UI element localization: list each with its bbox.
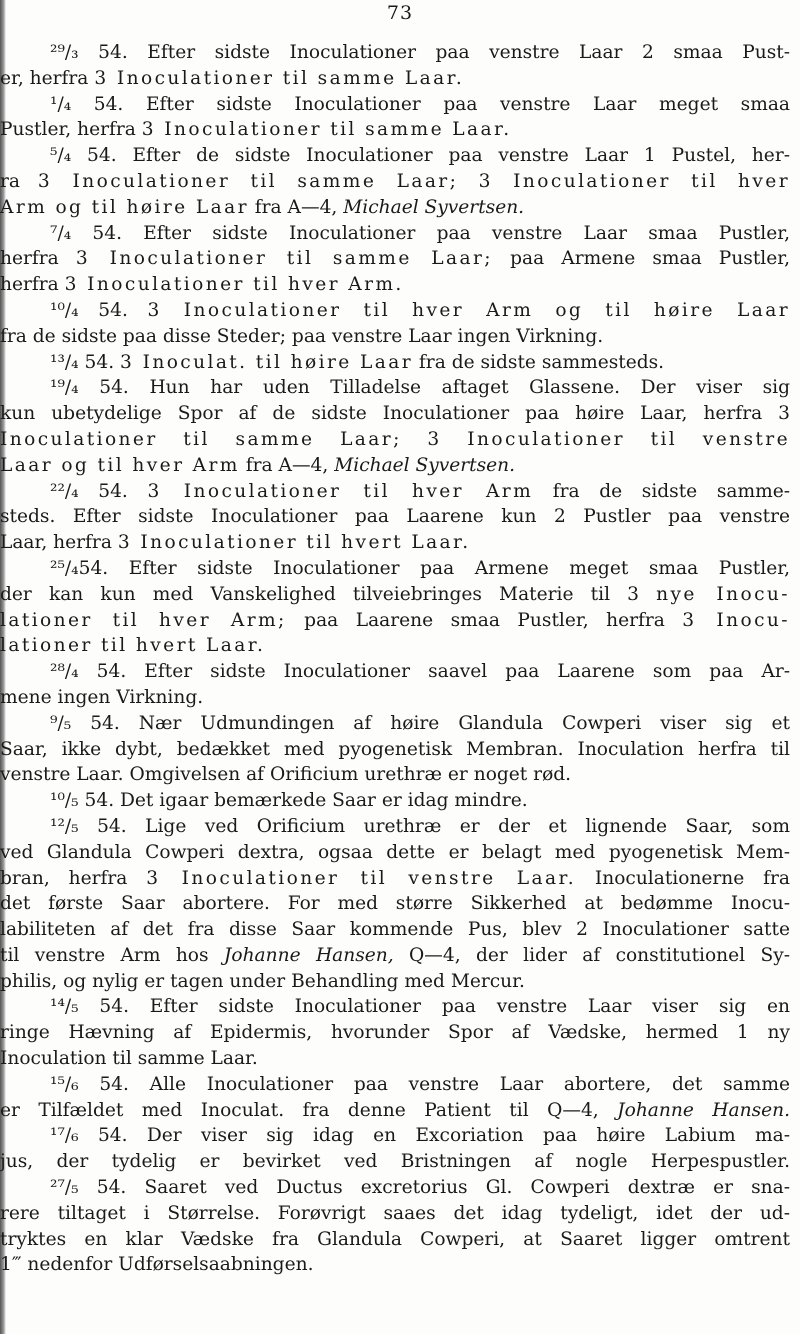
text-line (0, 994, 790, 1020)
spaced-text: 3 Inocu- (682, 609, 790, 631)
text-line (0, 1227, 790, 1253)
text-line (0, 479, 790, 505)
text-line (0, 762, 790, 788)
text-line (0, 401, 790, 427)
text-segment: Inoculationerne fra (576, 867, 790, 889)
text-line (0, 1252, 790, 1278)
spaced-text: 3 Inoculationer til venstre Laar. (146, 867, 577, 889)
text-segment: bran, herfra (0, 867, 147, 889)
text-segment: labiliteten af det fra disse Saar kommende Pus, blev 2 Inoculationer satte (0, 919, 790, 941)
text-line (0, 659, 790, 685)
text-segment: ¹⁵/₆ 54. Alle Inoculationer paa venstre Laar abortere, det samme (50, 1073, 790, 1095)
text-line (0, 324, 790, 350)
text-line (0, 1020, 790, 1046)
text-segment: Q—4, der lider af constitutionel Sy- (393, 944, 790, 966)
text-line (0, 969, 790, 995)
spaced-text: 3 Inoculationer til samme Laar; 3 Inoculationer til hver (37, 170, 790, 192)
text-segment: tryktes en klar Vædske fra Glandula Cowperi, at Saaret ligger omtrent (0, 1228, 790, 1250)
text-line (0, 814, 790, 840)
text-line (0, 582, 790, 608)
text-segment: ²⁷/₅ 54. Saaret ved Ductus excretorius Gl. Cowperi dextræ er sna- (50, 1177, 790, 1199)
spaced-text: Laar og til hver Arm (0, 454, 240, 476)
spaced-text: lationer til hvert Laar. (0, 635, 266, 657)
text-line (0, 169, 790, 195)
text-segment: fra de sidste paa disse Steder; paa venstre Laar ingen Virkning. (0, 325, 604, 347)
text-line (0, 504, 790, 530)
text-line (0, 943, 790, 969)
text-segment: fra A—4, (248, 196, 344, 218)
spaced-text: lationer til hver Arm; (0, 609, 287, 631)
text-line (0, 530, 790, 556)
text-segment: ¹⁷/₆ 54. Der viser sig idag en Excoriation paa høire Labium ma- (50, 1125, 790, 1147)
text-segment: herfra (0, 248, 76, 270)
text-segment: steds. Efter sidste Inoculationer paa Laarene kun 2 Pustler paa venstre (0, 506, 790, 528)
spaced-text: 3 Inoculationer til hver Arm og til høire Laar (147, 299, 790, 321)
text-line (0, 1046, 790, 1072)
text-segment: jus, der tydelig er bevirket ved Bristningen af nogle Herpespustler. (0, 1151, 790, 1173)
text-line (0, 917, 790, 943)
text-line (0, 375, 790, 401)
italic-name: Johanne Hansen. (617, 1099, 790, 1121)
text-segment: ¹⁹/₄ 54. Hun har uden Tilladelse aftaget Glassene. Der viser sig (50, 377, 790, 399)
text-line (0, 556, 790, 582)
text-segment: ²²/₄ 54. (50, 480, 148, 502)
text-segment: ¹³/₄ 54. (50, 351, 121, 373)
spaced-text: 3 Inoculationer til hver Arm (147, 480, 534, 502)
spaced-text: 3 Inoculationer til samme Laar; (75, 248, 493, 270)
text-segment: fra A—4, (239, 454, 335, 476)
text-segment: ²⁹/₃ 54. Efter sidste Inoculationer paa venstre Laar 2 smaa Pust- (50, 42, 790, 63)
text-line (0, 246, 790, 272)
text-line (0, 272, 790, 298)
text-segment: ²⁸/₄ 54. Efter sidste Inoculationer saavel paa Laarene som paa Ar- (50, 661, 790, 683)
journal-entries (0, 40, 790, 1278)
text-line (0, 685, 790, 711)
spaced-text: 3 Inoculationer til hvert Laar. (117, 532, 471, 554)
text-line (0, 427, 790, 453)
text-line (0, 1201, 790, 1227)
text-segment: ⁹/₅ 54. Nær Udmundingen af høire Glandula Cowperi viser sig et (50, 712, 790, 734)
text-line (0, 1072, 790, 1098)
text-segment: ¹⁴/₅ 54. Efter sidste Inoculationer paa venstre Laar viser sig en (50, 996, 790, 1018)
text-line (0, 788, 790, 814)
text-segment: 1‴ nedenfor Udførselsaabningen. (0, 1254, 314, 1276)
spaced-text: 3 Inoculat. til høire Laar (120, 351, 414, 373)
text-line (0, 40, 790, 66)
spaced-text: 3 Inoculationer til samme Laar. (94, 67, 465, 89)
spaced-text: Arm og til høire Laar (0, 196, 249, 218)
text-line (0, 711, 790, 737)
text-segment: der kan kun med Vanskelighed tilveiebringes Materie til 3 (0, 583, 657, 605)
text-line (0, 1123, 790, 1149)
text-segment: ²⁵/₄54. Efter sidste Inoculationer paa Armene meget smaa Pustler, (50, 557, 790, 579)
text-line (0, 298, 790, 324)
text-line (0, 117, 790, 143)
text-segment: ¹⁰/₅ 54. Det igaar bemærkede Saar er idag mindre. (50, 790, 528, 812)
text-line (0, 66, 790, 92)
text-line (0, 891, 790, 917)
text-line (0, 143, 790, 169)
text-segment: ved Glandula Cowperi dextra, ogsaa dette er belagt med pyogenetisk Mem- (0, 841, 790, 863)
text-segment: Saar, ikke dybt, bedækket med pyogenetisk Membran. Inoculation herfra til (0, 738, 790, 760)
text-segment: Laar, herfra (0, 532, 118, 554)
text-line (0, 350, 790, 376)
text-segment: ra (0, 170, 38, 192)
text-line (0, 1098, 790, 1124)
spaced-text: Inoculationer til samme Laar; 3 Inoculationer til venstre (0, 428, 790, 450)
text-line (0, 866, 790, 892)
text-segment: venstre Laar. Omgivelsen af Orificium urethræ er noget rød. (0, 764, 572, 786)
text-segment: herfra (0, 274, 65, 296)
text-segment: Inoculation til samme Laar. (0, 1048, 258, 1070)
page-number: 73 (386, 2, 414, 24)
text-segment: det første Saar abortere. For med større Sikkerhed at bedømme Inocu- (0, 893, 790, 915)
spaced-text: 3 Inoculationer til samme Laar. (141, 119, 512, 141)
text-segment: ¹⁰/₄ 54. (50, 299, 148, 321)
text-segment: ringe Hævning af Epidermis, hvorunder Spor af Vædske, hermed 1 ny (0, 1022, 790, 1044)
text-segment: ¹²/₅ 54. Lige ved Orificium urethræ er der et lignende Saar, som (50, 815, 790, 837)
text-segment: fra de sidste sammesteds. (413, 351, 665, 373)
text-line (0, 633, 790, 659)
text-line (0, 1175, 790, 1201)
text-line (0, 453, 790, 479)
text-segment: Pustler, herfra (0, 119, 142, 141)
text-segment: rere tiltaget i Størrelse. Forøvrigt saaes det idag tydeligt, idet der ud- (0, 1202, 790, 1224)
text-line (0, 608, 790, 634)
text-segment: philis, og nylig er tagen under Behandling med Mercur. (0, 970, 525, 992)
text-segment: ⁷/₄ 54. Efter sidste Inoculationer paa venstre Laar smaa Pustler, (50, 222, 790, 244)
text-segment: mene ingen Virkning. (0, 686, 204, 708)
text-line (0, 737, 790, 763)
text-line (0, 840, 790, 866)
text-segment: er, herfra (0, 67, 95, 89)
text-segment: ¹/₄ 54. Efter sidste Inoculationer paa venstre Laar meget smaa (50, 93, 790, 115)
italic-name: Johanne Hansen, (223, 944, 394, 966)
text-line (0, 92, 790, 118)
text-segment: paa Armene smaa Pustler, (492, 248, 790, 270)
text-line (0, 195, 790, 221)
text-segment: ⁵/₄ 54. Efter de sidste Inoculationer paa venstre Laar 1 Pustel, her- (50, 145, 790, 167)
text-segment: er Tilfældet med Inoculat. fra denne Patient til Q—4, (0, 1099, 618, 1121)
text-segment: fra de sidste samme- (533, 480, 790, 502)
text-line (0, 221, 790, 247)
italic-name: Michael Syvertsen. (334, 454, 516, 476)
spaced-text: nye Inocu- (656, 583, 790, 605)
text-segment: kun ubetydelige Spor af de sidste Inoculationer paa høire Laar, herfra 3 (0, 403, 790, 425)
italic-name: Michael Syvertsen. (343, 196, 525, 218)
text-segment: til venstre Arm hos (0, 944, 224, 966)
spaced-text: 3 Inoculationer til hver Arm. (64, 274, 404, 296)
text-line (0, 1149, 790, 1175)
text-segment: paa Laarene smaa Pustler, herfra (286, 609, 683, 631)
